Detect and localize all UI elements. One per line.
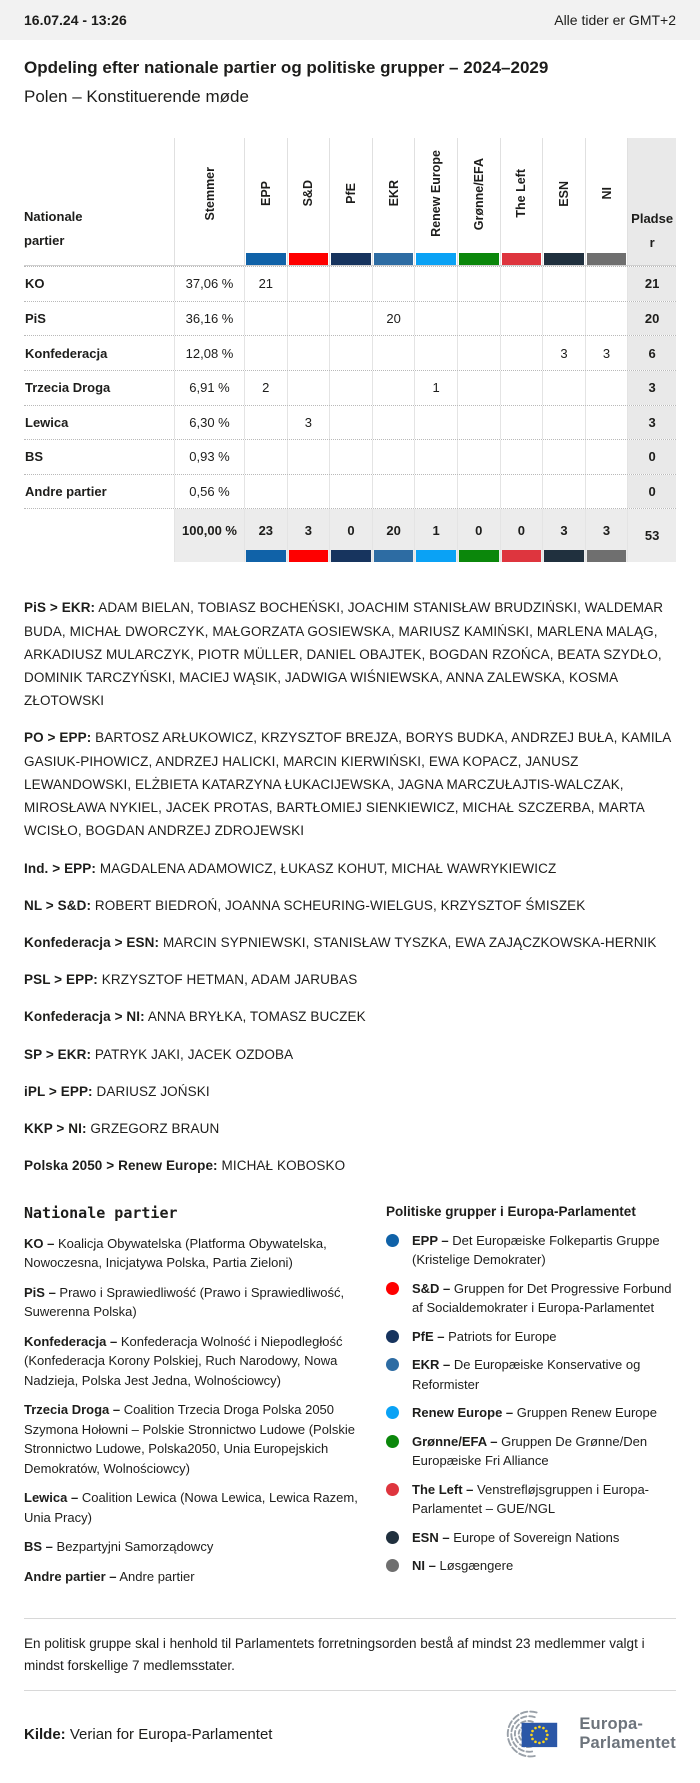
- total-seat-cell: [500, 509, 543, 562]
- stemmer-value: 12,08 %: [174, 336, 244, 370]
- party-desc: Bezpartyjni Samorządowcy: [56, 1539, 214, 1554]
- seat-cell: 2: [244, 371, 287, 405]
- party-desc: Konfederacja Wolność i Niepodległość (Konfederacja Korony Polskiej, Ruch Narodowy, Nowa Nadzieja, Polska Jest Jedna, Wolnościowcy): [24, 1333, 343, 1388]
- transition-label: Ind. > EPP:: [24, 860, 96, 876]
- seat-cell: [414, 336, 457, 370]
- total-value: 0: [517, 523, 525, 539]
- total-seat-cell: [414, 509, 457, 562]
- seat-cell: [457, 371, 500, 405]
- total-pladser: 53: [627, 509, 676, 562]
- party-desc: Coalition Trzecia Droga Polska 2050 Szymona Hołowni – Polskie Stronnictwo Ludowe (Polskie Stronnictwo Ludowe, Polska2050, Unia Europejskich Demokratów, Wolnościowcy): [24, 1402, 355, 1476]
- group-label: ESN: [556, 180, 571, 207]
- transition-label: PO > EPP:: [24, 730, 92, 746]
- group-abbr: ESN –: [412, 1529, 450, 1545]
- national-parties-title: Nationale partier: [24, 1203, 178, 1222]
- seat-cell: [414, 302, 457, 336]
- transition-label: KKP > NI:: [24, 1121, 87, 1137]
- seat-cell: [542, 371, 585, 405]
- group-color-bar: [459, 550, 499, 562]
- member-names: MAGDALENA ADAMOWICZ, ŁUKASZ KOHUT, MICHAŁ WAWRYKIEWICZ: [99, 860, 557, 876]
- pladser-header-cell: [627, 138, 676, 265]
- members-line: [24, 1080, 676, 1103]
- members-line: [24, 857, 676, 880]
- pladser-value: 6: [627, 336, 676, 370]
- total-seat-cell: [287, 509, 330, 562]
- group-legend-item: [386, 1528, 676, 1548]
- total-seat-cell: [244, 509, 287, 562]
- group-desc: Gruppen for Det Progressive Forbund af Socialdemokrater i Europa-Parlamentet: [412, 1280, 672, 1315]
- seat-cell: 3: [287, 406, 330, 440]
- legend: [24, 1204, 676, 1597]
- seat-cell: [372, 406, 415, 440]
- party-name: PiS: [25, 311, 46, 327]
- group-header-epp: [244, 138, 287, 265]
- member-transitions: [24, 596, 676, 1177]
- group-color-bar: [246, 253, 286, 265]
- pladser-value: 0: [627, 475, 676, 509]
- seat-cell: [329, 267, 372, 301]
- seat-cell: [585, 371, 628, 405]
- seat-cell: [372, 336, 415, 370]
- footer: [24, 1691, 676, 1783]
- transition-label: Konfederacja > ESN:: [24, 934, 160, 950]
- seat-cell: [457, 475, 500, 509]
- seat-cell: [542, 440, 585, 474]
- seat-cell: 3: [585, 336, 628, 370]
- seat-cell: [244, 406, 287, 440]
- group-color-bar: [374, 253, 414, 265]
- seat-cell: [542, 267, 585, 301]
- seat-cell: [585, 406, 628, 440]
- party-abbr: Konfederacja –: [24, 1333, 118, 1349]
- corner-label: Nationale partier: [24, 209, 83, 249]
- source-text: Verian for Europa-Parlamentet: [69, 1725, 273, 1743]
- seat-cell: [287, 440, 330, 474]
- transition-label: SP > EKR:: [24, 1046, 92, 1062]
- seat-cell: [287, 302, 330, 336]
- seat-cell: [287, 336, 330, 370]
- party-abbr: Lewica –: [24, 1490, 79, 1505]
- group-desc: Løsgængere: [439, 1558, 514, 1573]
- seat-cell: [244, 336, 287, 370]
- seat-cell: [414, 267, 457, 301]
- group-color-bar: [459, 253, 499, 265]
- seat-cell: [372, 267, 415, 301]
- transition-label: Polska 2050 > Renew Europe:: [24, 1158, 218, 1174]
- group-color-dot: [386, 1435, 399, 1448]
- members-line: [24, 726, 676, 842]
- group-color-dot: [386, 1282, 399, 1295]
- national-party-item: [24, 1567, 360, 1587]
- logo-line2: Parlamentet: [579, 1734, 676, 1753]
- party-name: Konfederacja: [25, 345, 108, 361]
- corner-header-cell: [24, 138, 174, 265]
- seat-cell: [585, 440, 628, 474]
- seat-cell: [500, 406, 543, 440]
- content: [0, 57, 700, 1783]
- seat-cell: [329, 302, 372, 336]
- page-title: Opdeling efter nationale partier og politiske grupper – 2024–2029: [24, 58, 549, 77]
- seat-cell: [244, 440, 287, 474]
- members-line: [24, 894, 676, 917]
- group-abbr: EPP –: [412, 1232, 449, 1248]
- seat-cell: [329, 406, 372, 440]
- seat-cell: [542, 302, 585, 336]
- stemmer-header-cell: [174, 138, 244, 265]
- party-name: Trzecia Droga: [25, 380, 111, 396]
- logo-wordmark: [579, 1715, 676, 1753]
- group-color-dot: [386, 1330, 399, 1343]
- seat-cell: [585, 475, 628, 509]
- group-desc-wrap: [412, 1327, 676, 1347]
- total-value: 100,00 %: [182, 523, 237, 539]
- table-row-konfederacja: [24, 335, 676, 370]
- group-color-bar: [502, 253, 542, 265]
- seat-cell: [329, 475, 372, 509]
- political-groups-title: Politiske grupper i Europa-Parlamentet: [386, 1203, 636, 1219]
- transition-label: PSL > EPP:: [24, 972, 98, 988]
- members-line: [24, 596, 676, 712]
- group-abbr: Grønne/EFA –: [412, 1433, 498, 1449]
- seat-cell: [287, 371, 330, 405]
- seat-cell: [457, 336, 500, 370]
- party-desc: Andre partier: [119, 1568, 195, 1584]
- transition-label: PiS > EKR:: [24, 600, 96, 616]
- seat-cell: [585, 267, 628, 301]
- table-total-row: [24, 508, 676, 562]
- table-row-ko: [24, 266, 676, 301]
- group-legend-item: [386, 1355, 676, 1394]
- seat-cell: [500, 267, 543, 301]
- group-header-pfe: [329, 138, 372, 265]
- group-label: Grønne/EFA: [471, 157, 486, 230]
- party-name: KO: [25, 276, 45, 292]
- group-color-dot: [386, 1559, 399, 1572]
- party-abbr: Andre partier –: [24, 1568, 117, 1584]
- pladser-value: 21: [627, 267, 676, 301]
- group-color-bar: [544, 253, 584, 265]
- group-color-bar: [246, 550, 286, 562]
- seat-cell: [585, 302, 628, 336]
- members-line: [24, 1043, 676, 1066]
- datetime-label: 16.07.24 - 13:26: [24, 12, 127, 28]
- table-row-pis: [24, 301, 676, 336]
- group-desc: Gruppen De Grønne/Den Europæiske Fri Alliance: [412, 1433, 648, 1468]
- members-line: [24, 968, 676, 991]
- members-line: [24, 1154, 676, 1177]
- group-desc: Det Europæiske Folkepartis Gruppe (Kristelige Demokrater): [412, 1232, 660, 1267]
- stemmer-label: Stemmer: [202, 166, 217, 221]
- source-line: [24, 1726, 272, 1743]
- party-name: BS: [25, 449, 44, 465]
- table-row-trzecia-droga: [24, 370, 676, 405]
- total-value: 1: [432, 523, 440, 539]
- seat-cell: [287, 267, 330, 301]
- seat-cell: [372, 371, 415, 405]
- member-names: KRZYSZTOF HETMAN, ADAM JARUBAS: [101, 972, 358, 988]
- group-abbr: NI –: [412, 1558, 436, 1573]
- hemicycle-eu-flag-icon: [493, 1705, 569, 1763]
- party-abbr: BS –: [24, 1539, 53, 1554]
- pladser-value: 3: [627, 371, 676, 405]
- europa-parlamentet-logo: [493, 1705, 676, 1763]
- party-desc: Coalition Lewica (Nowa Lewica, Lewica Razem, Unia Pracy): [24, 1490, 358, 1525]
- member-names: PATRYK JAKI, JACEK OZDOBA: [94, 1046, 294, 1062]
- group-desc: Gruppen Renew Europe: [516, 1405, 657, 1420]
- group-header-greens: [457, 138, 500, 265]
- total-seat-cell: [457, 509, 500, 562]
- group-color-dot: [386, 1531, 399, 1544]
- party-desc: Koalicja Obywatelska (Platforma Obywatelska, Nowoczesna, Inicjatywa Polska, Partia Zieloni): [24, 1235, 327, 1270]
- total-value: 3: [560, 523, 568, 539]
- national-party-item: [24, 1234, 360, 1273]
- group-label: The Left: [514, 169, 529, 218]
- pladser-label: Pladser: [631, 211, 674, 251]
- seat-cell: [287, 475, 330, 509]
- transition-label: Konfederacja > NI:: [24, 1009, 145, 1025]
- member-names: MICHAŁ KOBOSKO: [221, 1158, 346, 1174]
- total-seat-cell: [585, 509, 628, 562]
- group-desc-wrap: [412, 1432, 676, 1471]
- group-abbr: PfE –: [412, 1328, 445, 1344]
- national-party-item: [24, 1283, 360, 1322]
- group-legend-item: [386, 1279, 676, 1318]
- group-color-dot: [386, 1234, 399, 1247]
- seat-cell: [372, 440, 415, 474]
- national-party-item: [24, 1400, 360, 1478]
- group-desc: Europe of Sovereign Nations: [453, 1529, 620, 1545]
- logo-line1: Europa-: [579, 1715, 644, 1734]
- pladser-value: 0: [627, 440, 676, 474]
- members-line: [24, 1117, 676, 1140]
- group-color-bar: [502, 550, 542, 562]
- total-value: 20: [386, 523, 401, 539]
- seat-cell: [542, 406, 585, 440]
- seat-cell: [329, 440, 372, 474]
- national-party-item: [24, 1332, 360, 1391]
- group-color-dot: [386, 1358, 399, 1371]
- group-desc: Venstrefløjsgruppen i Europa-Parlamentet – GUE/NGL: [412, 1481, 650, 1516]
- seat-cell: [457, 267, 500, 301]
- group-color-dot: [386, 1406, 399, 1419]
- stemmer-value: 6,91 %: [174, 371, 244, 405]
- group-abbr: Renew Europe –: [412, 1405, 514, 1420]
- seat-cell: [457, 406, 500, 440]
- group-label: PfE: [343, 183, 358, 205]
- member-names: ADAM BIELAN, TOBIASZ BOCHEŃSKI, JOACHIM STANISŁAW BRUDZIŃSKI, WALDEMAR BUDA, MICHAŁ DWORCZYK, MAŁGORZATA GOSIEWSKA, MARIUSZ KAMIŃSKI, MARLENA MALĄG, ARKADIUSZ MULARCZYK, PIOTR MÜLLER, DANIEL OBAJTEK, BOGDAN RZOŃCA, BEATA SZYDŁO, DOMINIK TARCZYŃSKI, MACIEJ WĄSIK, JADWIGA WIŚNIEWSKA, ANNA ZALEWSKA, KOSMA ZŁOTOWSKI: [24, 600, 664, 709]
- group-legend-item: [386, 1432, 676, 1471]
- party-abbr: Trzecia Droga –: [24, 1402, 121, 1417]
- group-header-sd: [287, 138, 330, 265]
- transition-label: NL > S&D:: [24, 897, 92, 913]
- group-abbr: EKR –: [412, 1357, 451, 1372]
- table-row-bs: [24, 439, 676, 474]
- national-parties-legend: [24, 1204, 386, 1597]
- group-legend-item: [386, 1480, 676, 1519]
- seat-cell: [500, 371, 543, 405]
- party-abbr: KO –: [24, 1235, 55, 1251]
- total-empty-cell: [24, 509, 174, 562]
- stemmer-value: 0,93 %: [174, 440, 244, 474]
- group-abbr: S&D –: [412, 1280, 451, 1296]
- page-subtitle: Polen – Konstituerende møde: [24, 87, 249, 107]
- stemmer-value: 37,06 %: [174, 267, 244, 301]
- total-value: 0: [475, 523, 483, 539]
- group-desc-wrap: [412, 1279, 676, 1318]
- group-desc-wrap: [412, 1480, 676, 1519]
- group-label: Renew Europe: [429, 150, 444, 238]
- member-names: ROBERT BIEDROŃ, JOANNA SCHEURING-WIELGUS, KRZYSZTOF ŚMISZEK: [94, 897, 586, 913]
- members-line: [24, 931, 676, 954]
- seat-cell: 3: [542, 336, 585, 370]
- seat-cell: [329, 371, 372, 405]
- seat-cell: [244, 475, 287, 509]
- member-names: MARCIN SYPNIEWSKI, STANISŁAW TYSZKA, EWA ZAJĄCZKOWSKA-HERNIK: [162, 934, 657, 950]
- group-legend-item: [386, 1556, 676, 1576]
- national-party-item: [24, 1537, 360, 1557]
- group-color-bar: [331, 253, 371, 265]
- seat-cell: [500, 336, 543, 370]
- group-color-dot: [386, 1483, 399, 1496]
- group-color-bar: [289, 253, 329, 265]
- group-header-ekr: [372, 138, 415, 265]
- stemmer-value: 6,30 %: [174, 406, 244, 440]
- group-color-bar: [331, 550, 371, 562]
- group-desc: De Europæiske Konservative og Reformister: [412, 1357, 641, 1392]
- group-desc-wrap: [412, 1528, 676, 1548]
- seat-cell: [542, 475, 585, 509]
- pladser-value: 20: [627, 302, 676, 336]
- total-value: 0: [347, 523, 355, 539]
- group-color-bar: [544, 550, 584, 562]
- seat-cell: [329, 336, 372, 370]
- group-header-ni: [585, 138, 628, 265]
- total-value: 3: [304, 523, 312, 539]
- timezone-note: Alle tider er GMT+2: [554, 12, 676, 28]
- seat-cell: [414, 440, 457, 474]
- seat-cell: [372, 475, 415, 509]
- seat-cell: [244, 302, 287, 336]
- group-label: NI: [599, 187, 614, 200]
- group-legend-item: [386, 1327, 676, 1347]
- seat-cell: [414, 406, 457, 440]
- rules-note: En politisk gruppe skal i henhold til Parlamentets forretningsorden bestå af mindst 23 medlemmer valgt i mindst forskellige 7 medlemsstater.: [24, 1636, 645, 1673]
- stemmer-value: 36,16 %: [174, 302, 244, 336]
- group-desc-wrap: [412, 1355, 676, 1394]
- group-color-bar: [416, 253, 456, 265]
- group-color-bar: [587, 550, 627, 562]
- member-names: DARIUSZ JOŃSKI: [96, 1083, 210, 1099]
- total-value: 23: [258, 523, 274, 539]
- seat-cell: [500, 440, 543, 474]
- seat-cell: [457, 302, 500, 336]
- seat-cell: 21: [244, 267, 287, 301]
- total-seat-cell: [372, 509, 415, 562]
- group-abbr: The Left –: [412, 1481, 474, 1497]
- seat-cell: [457, 440, 500, 474]
- seat-cell: 20: [372, 302, 415, 336]
- source-label: Kilde:: [24, 1725, 66, 1743]
- transition-label: iPL > EPP:: [24, 1083, 93, 1099]
- table-row-lewica: [24, 405, 676, 440]
- total-value: 3: [602, 523, 611, 539]
- group-legend-item: [386, 1403, 676, 1423]
- total-seat-cell: [542, 509, 585, 562]
- seat-cell: [500, 302, 543, 336]
- group-label: EKR: [386, 180, 401, 207]
- total-seat-cell: [329, 509, 372, 562]
- group-color-bar: [374, 550, 414, 562]
- seats-table: [24, 138, 676, 562]
- group-desc-wrap: [412, 1556, 676, 1576]
- group-header-left: [500, 138, 543, 265]
- group-desc-wrap: [412, 1231, 676, 1270]
- group-color-bar: [587, 253, 627, 265]
- political-groups-legend: [386, 1204, 676, 1597]
- member-names: BARTOSZ ARŁUKOWICZ, KRZYSZTOF BREJZA, BORYS BUDKA, ANDRZEJ BUŁA, KAMILA GASIUK-PIHOWICZ, ANDRZEJ HALICKI, MARCIN KIERWIŃSKI, EWA KOPACZ, JANUSZ LEWANDOWSKI, ELŻBIETA KATARZYNA ŁUKACIJEWSKA, JAGNA MARCZUŁAJTIS-WALCZAK, MIROSŁAWA NYKIEL, JACEK PROTAS, BARTŁOMIEJ SIENKIEWICZ, MICHAŁ SZCZERBA, MARTA WCISŁO, BOGDAN ANDRZEJ ZDROJEWSKI: [24, 730, 671, 839]
- seat-cell: [414, 475, 457, 509]
- total-stemmer: [174, 509, 244, 562]
- group-color-bar: [416, 550, 456, 562]
- table-row-andre-partier: [24, 474, 676, 509]
- group-header-renew: [414, 138, 457, 265]
- party-name: Andre partier: [25, 484, 107, 500]
- pladser-value: 3: [627, 406, 676, 440]
- member-names: GRZEGORZ BRAUN: [90, 1121, 220, 1137]
- party-desc: Prawo i Sprawiedliwość (Prawo i Sprawiedliwość, Suwerenna Polska): [24, 1284, 345, 1319]
- seat-cell: 1: [414, 371, 457, 405]
- group-desc-wrap: [412, 1403, 676, 1423]
- group-label: EPP: [258, 181, 273, 207]
- party-name: Lewica: [25, 414, 69, 430]
- stemmer-value: 0,56 %: [174, 475, 244, 509]
- top-bar: [0, 0, 700, 40]
- member-names: ANNA BRYŁKA, TOMASZ BUCZEK: [147, 1009, 366, 1025]
- group-label: S&D: [301, 180, 316, 207]
- group-color-bar: [289, 550, 329, 562]
- national-party-item: [24, 1488, 360, 1527]
- group-desc: Patriots for Europe: [448, 1328, 557, 1344]
- seat-cell: [500, 475, 543, 509]
- members-line: [24, 1005, 676, 1028]
- table-header-row: [24, 138, 676, 266]
- party-abbr: PiS –: [24, 1284, 56, 1300]
- group-header-esn: [542, 138, 585, 265]
- group-legend-item: [386, 1231, 676, 1270]
